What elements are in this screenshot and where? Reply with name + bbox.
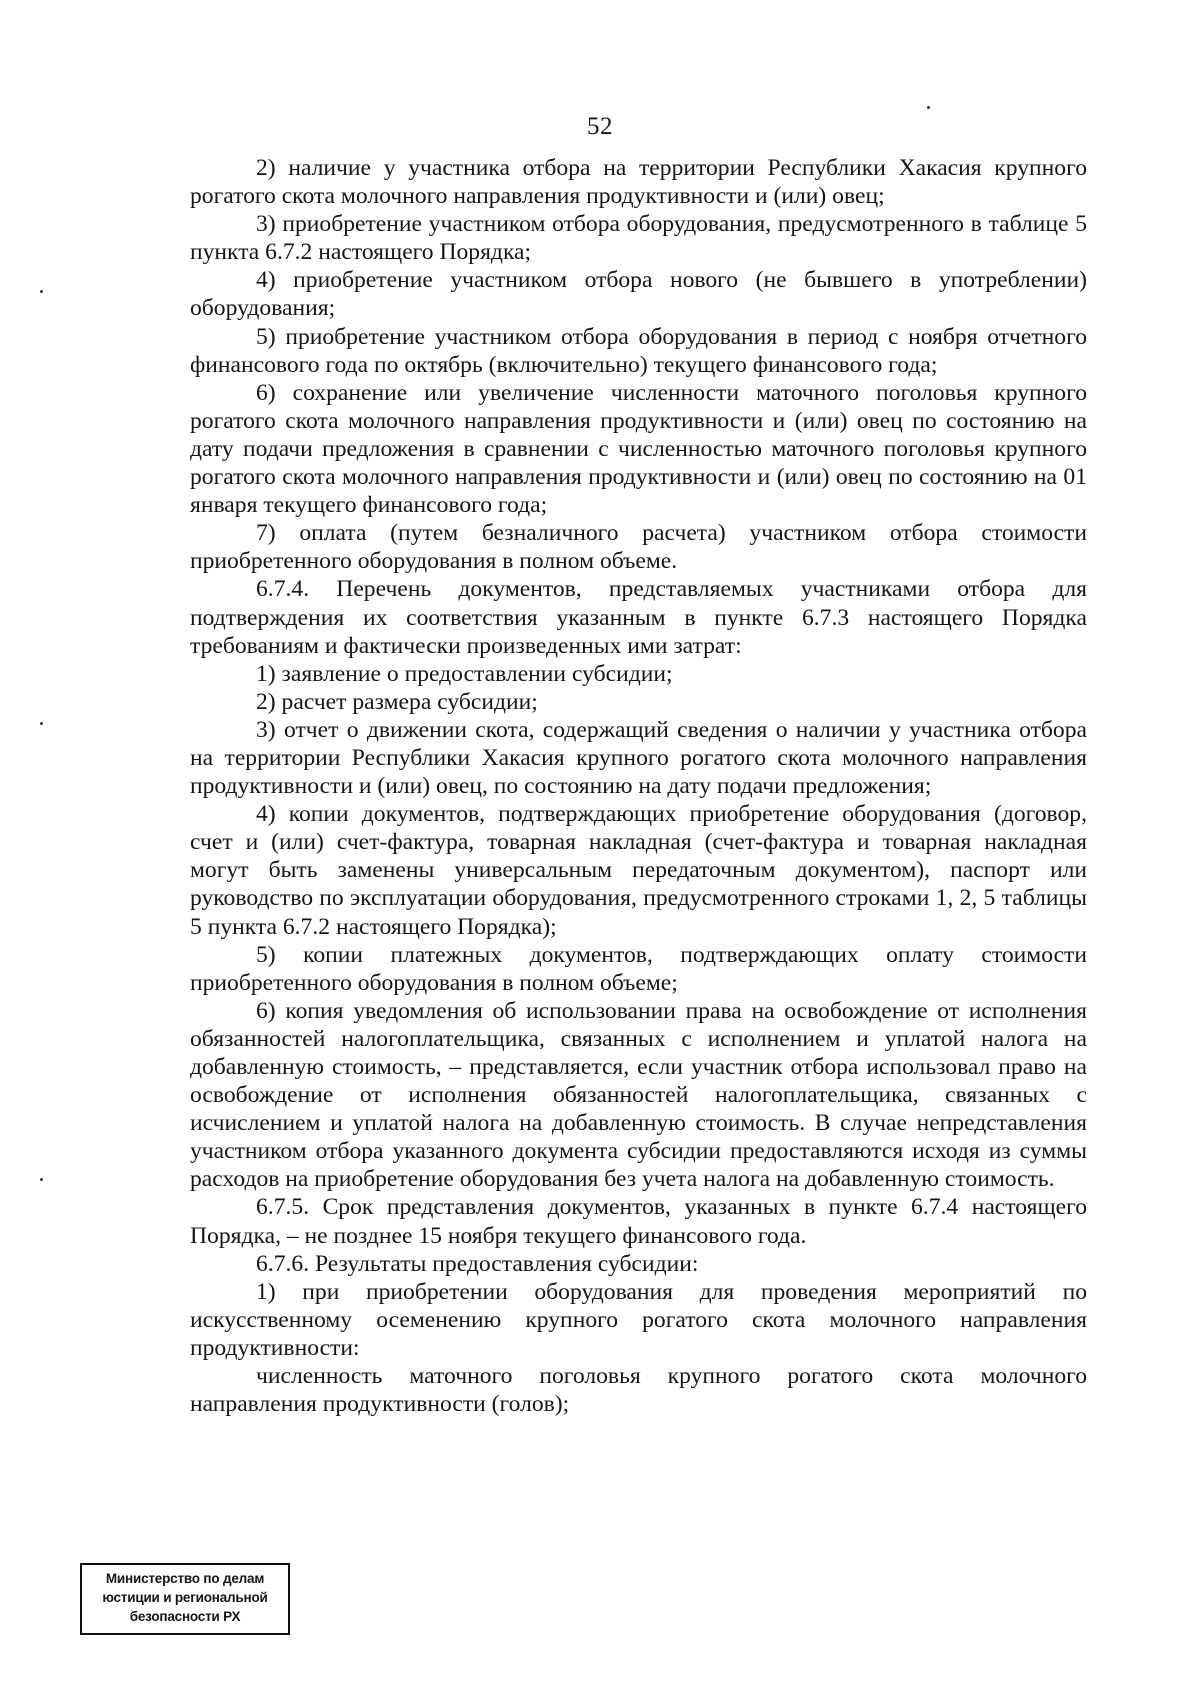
scan-speck bbox=[40, 722, 43, 725]
paragraph: 2) расчет размера субсидии; bbox=[256, 688, 538, 715]
paragraph: 6.7.5. Срок представления документов, указанных в пункте 6.7.4 настоящего Порядка, – не позднее 15 ноября текущего финансового года. bbox=[190, 1194, 1087, 1249]
paragraph: 6) сохранение или увеличение численности маточного поголовья крупного рогатого скота молочного направления продуктивности и (или) овец по состоянию на дату подачи предложения в сравнении с численностью маточного поголовья крупного рогатого скота молочного направления продуктивности и (или) овец по состоянию на 01 января текущего финансового года; bbox=[190, 379, 1087, 519]
paragraph: 6) копия уведомления об использовании права на освобождение от исполнения обязанностей налогоплательщика, связанных с исполнением и уплатой налога на добавленную стоимость, – представляется, если участник отбора использовал право на освобождение от исполнения обязанностей налогоплательщика, связанных с исчислением и уплатой налога на добавленную стоимость. В случае непредставления участником отбора указанного документа субсидии предоставляются исходя из суммы расходов на приобретение оборудования без учета налога на добавленную стоимость. bbox=[190, 997, 1087, 1193]
paragraph: 4) приобретение участником отбора нового (не бывшего в употреблении) оборудования; bbox=[190, 267, 1087, 322]
paragraph: 2) наличие у участника отбора на территории Республики Хакасия крупного рогатого скота молочного направления продуктивности и (или) овец; bbox=[190, 155, 1087, 210]
paragraph: 5) копии платежных документов, подтверждающих оплату стоимости приобретенного оборудования в полном объеме; bbox=[190, 941, 1087, 996]
paragraph: 1) при приобретении оборудования для проведения мероприятий по искусственному осеменению крупного рогатого скота молочного направления продуктивности: bbox=[190, 1278, 1087, 1361]
paragraph: 1) заявление о предоставлении субсидии; bbox=[256, 660, 673, 687]
paragraph: 3) приобретение участником отбора оборудования, предусмотренного в таблице 5 пункта 6.7.2 настоящего Порядка; bbox=[190, 211, 1087, 266]
document-body bbox=[190, 154, 1087, 1418]
paragraph: 4) копии документов, подтверждающих приобретение оборудования (договор, счет и (или) счет-фактура, товарная накладная (счет-фактура и товарная накладная могут быть заменены универсальным передаточным документом), паспорт или руководство по эксплуатации оборудования, предусмотренного строками 1, 2, 5 таблицы 5 пункта 6.7.2 настоящего Порядка); bbox=[190, 801, 1087, 940]
paragraph: 3) отчет о движении скота, содержащий сведения о наличии у участника отбора на территории Республики Хакасия крупного рогатого скота молочного направления продуктивности и (или) овец, по состоянию на дату подачи предложения; bbox=[190, 716, 1087, 800]
scan-speck bbox=[40, 290, 43, 293]
paragraph: 6.7.4. Перечень документов, представляемых участниками отбора для подтверждения их соответствия указанным в пункте 6.7.3 настоящего Порядка требованиям и фактически произведенных ими затрат: bbox=[190, 576, 1087, 659]
scan-speck bbox=[40, 1178, 43, 1181]
stamp-line: юстиции и региональной bbox=[102, 1590, 268, 1605]
paragraph: 6.7.6. Результаты предоставления субсидии: bbox=[256, 1250, 699, 1277]
page-number: 52 bbox=[587, 113, 613, 140]
stamp-line: безопасности РХ bbox=[129, 1609, 241, 1624]
stamp-line: Министерство по делам bbox=[105, 1571, 265, 1586]
paragraph: численность маточного поголовья крупного рогатого скота молочного направления продуктивности (голов); bbox=[190, 1363, 1087, 1418]
scan-speck bbox=[927, 106, 930, 109]
paragraph: 5) приобретение участником отбора оборудования в период с ноября отчетного финансового года по октябрь (включительно) текущего финансового года; bbox=[190, 323, 1087, 378]
paragraph: 7) оплата (путем безналичного расчета) участником отбора стоимости приобретенного оборудования в полном объеме. bbox=[190, 520, 1087, 575]
ministry-stamp bbox=[80, 1563, 290, 1635]
